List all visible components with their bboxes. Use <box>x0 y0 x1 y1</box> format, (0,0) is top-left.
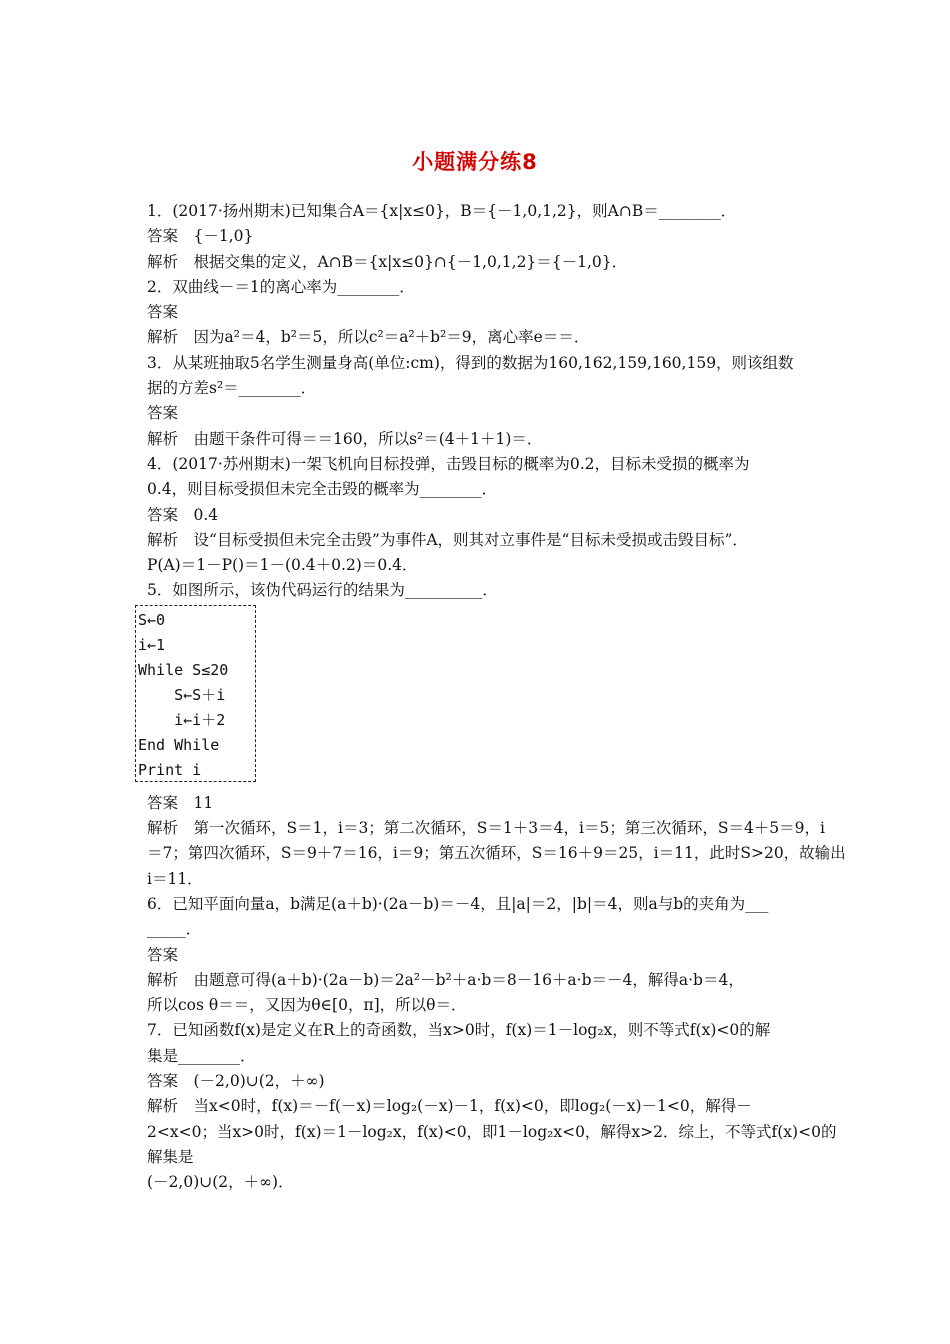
page-title: 小题满分练8 <box>412 150 538 174</box>
text-line: (－2,0)∪(2，＋∞)． <box>147 1173 294 1192</box>
text-line: 解析 由题干条件可得＝＝160，所以s²＝(4＋1＋1)＝． <box>147 429 543 448</box>
text-line: 2．双曲线－＝1的离心率为________． <box>147 277 415 296</box>
text-line: 据的方差s²＝________． <box>147 379 317 398</box>
code-line: End While <box>138 735 220 754</box>
text-line: 解析 根据交集的定义，A∩B＝{x|x≤0}∩{－1,0,1,2}＝{－1,0}． <box>147 252 628 271</box>
text-line: 2<x<0；当x>0时，f(x)＝1－log₂x，f(x)<0，即1－log₂x<0，解得x>2．综上，不等式f(x)<0的 <box>147 1122 837 1141</box>
text-line: P(A)＝1－P()＝1－(0.4＋0.2)＝0.4． <box>147 556 418 575</box>
code-line: While S≤20 <box>138 660 229 679</box>
text-line: 所以cos θ＝＝，又因为θ∈[0，π]，所以θ＝． <box>147 996 467 1015</box>
code-line: i←1 <box>138 635 166 654</box>
text-line: 解析 第一次循环，S＝1，i＝3；第二次循环，S＝1＋3＝4，i＝5；第三次循环，S＝4＋5＝9，i <box>147 819 825 838</box>
text-line: 答案 {－1,0} <box>147 227 254 246</box>
text-line: 解析 当x<0时，f(x)＝－f(－x)＝log₂(－x)－1，f(x)<0，即log₂(－x)－1<0，解得－ <box>147 1097 752 1116</box>
pseudocode-box <box>135 605 256 782</box>
text-line: 解析 由题意可得(a＋b)·(2a－b)＝2a²－b²＋a·b＝8－16＋a·b＝－4，解得a·b＝4， <box>147 970 744 989</box>
code-line: S←S＋i <box>138 685 226 704</box>
text-line: 1．(2017·扬州期末)已知集合A＝{x|x≤0}，B＝{－1,0,1,2}，则A∩B＝________． <box>147 202 737 220</box>
text-line: 解集是 <box>147 1147 194 1166</box>
text-line: 答案 0.4 <box>147 505 219 524</box>
text-line: 4．(2017·苏州期末)一架飞机向目标投弹，击毁目标的概率为0.2，目标未受损的概率为 <box>147 454 750 473</box>
document-body <box>138 199 846 1196</box>
text-line: 答案 <box>147 404 179 423</box>
text-line: _____． <box>147 920 202 939</box>
text-line: 3．从某班抽取5名学生测量身高(单位:cm)，得到的数据为160,162,159,160,159，则该组数 <box>147 353 794 372</box>
text-line: 答案 <box>147 945 179 964</box>
text-line: 0.4，则目标受损但未完全击毁的概率为________． <box>147 480 498 499</box>
text-line: 5．如图所示，该伪代码运行的结果为__________． <box>147 581 498 600</box>
text-line: 6．已知平面向量a，b满足(a＋b)·(2a－b)＝－4，且|a|＝2，|b|＝4，则a与b的夹角为___ <box>147 894 769 913</box>
code-line: Print i <box>138 760 202 779</box>
text-line: 答案 (－2,0)∪(2，＋∞) <box>147 1072 325 1091</box>
code-line: i←i＋2 <box>138 710 226 729</box>
questions-1-to-5 <box>147 199 815 604</box>
text-line: 7．已知函数f(x)是定义在R上的奇函数，当x>0时，f(x)＝1－log₂x，则不等式f(x)<0的解 <box>147 1021 771 1040</box>
text-line: 解析 因为a²＝4，b²＝5，所以c²＝a²＋b²＝9，离心率e＝＝． <box>147 328 590 347</box>
text-line: 解析 设“目标受损但未完全击毁”为事件A，则其对立事件是“目标未受损或击毁目标”． <box>147 530 748 549</box>
questions-5-to-7 <box>147 791 846 1196</box>
code-line: S←0 <box>138 610 166 629</box>
text-line: 集是________． <box>147 1046 256 1065</box>
text-line: ＝7；第四次循环，S＝9＋7＝16，i＝9；第五次循环，S＝16＋9＝25，i＝11，此时S>20，故输出 <box>147 844 846 863</box>
text-line: 答案 <box>147 303 179 322</box>
text-line: i＝11． <box>147 869 203 888</box>
text-line: 答案 11 <box>147 793 214 812</box>
